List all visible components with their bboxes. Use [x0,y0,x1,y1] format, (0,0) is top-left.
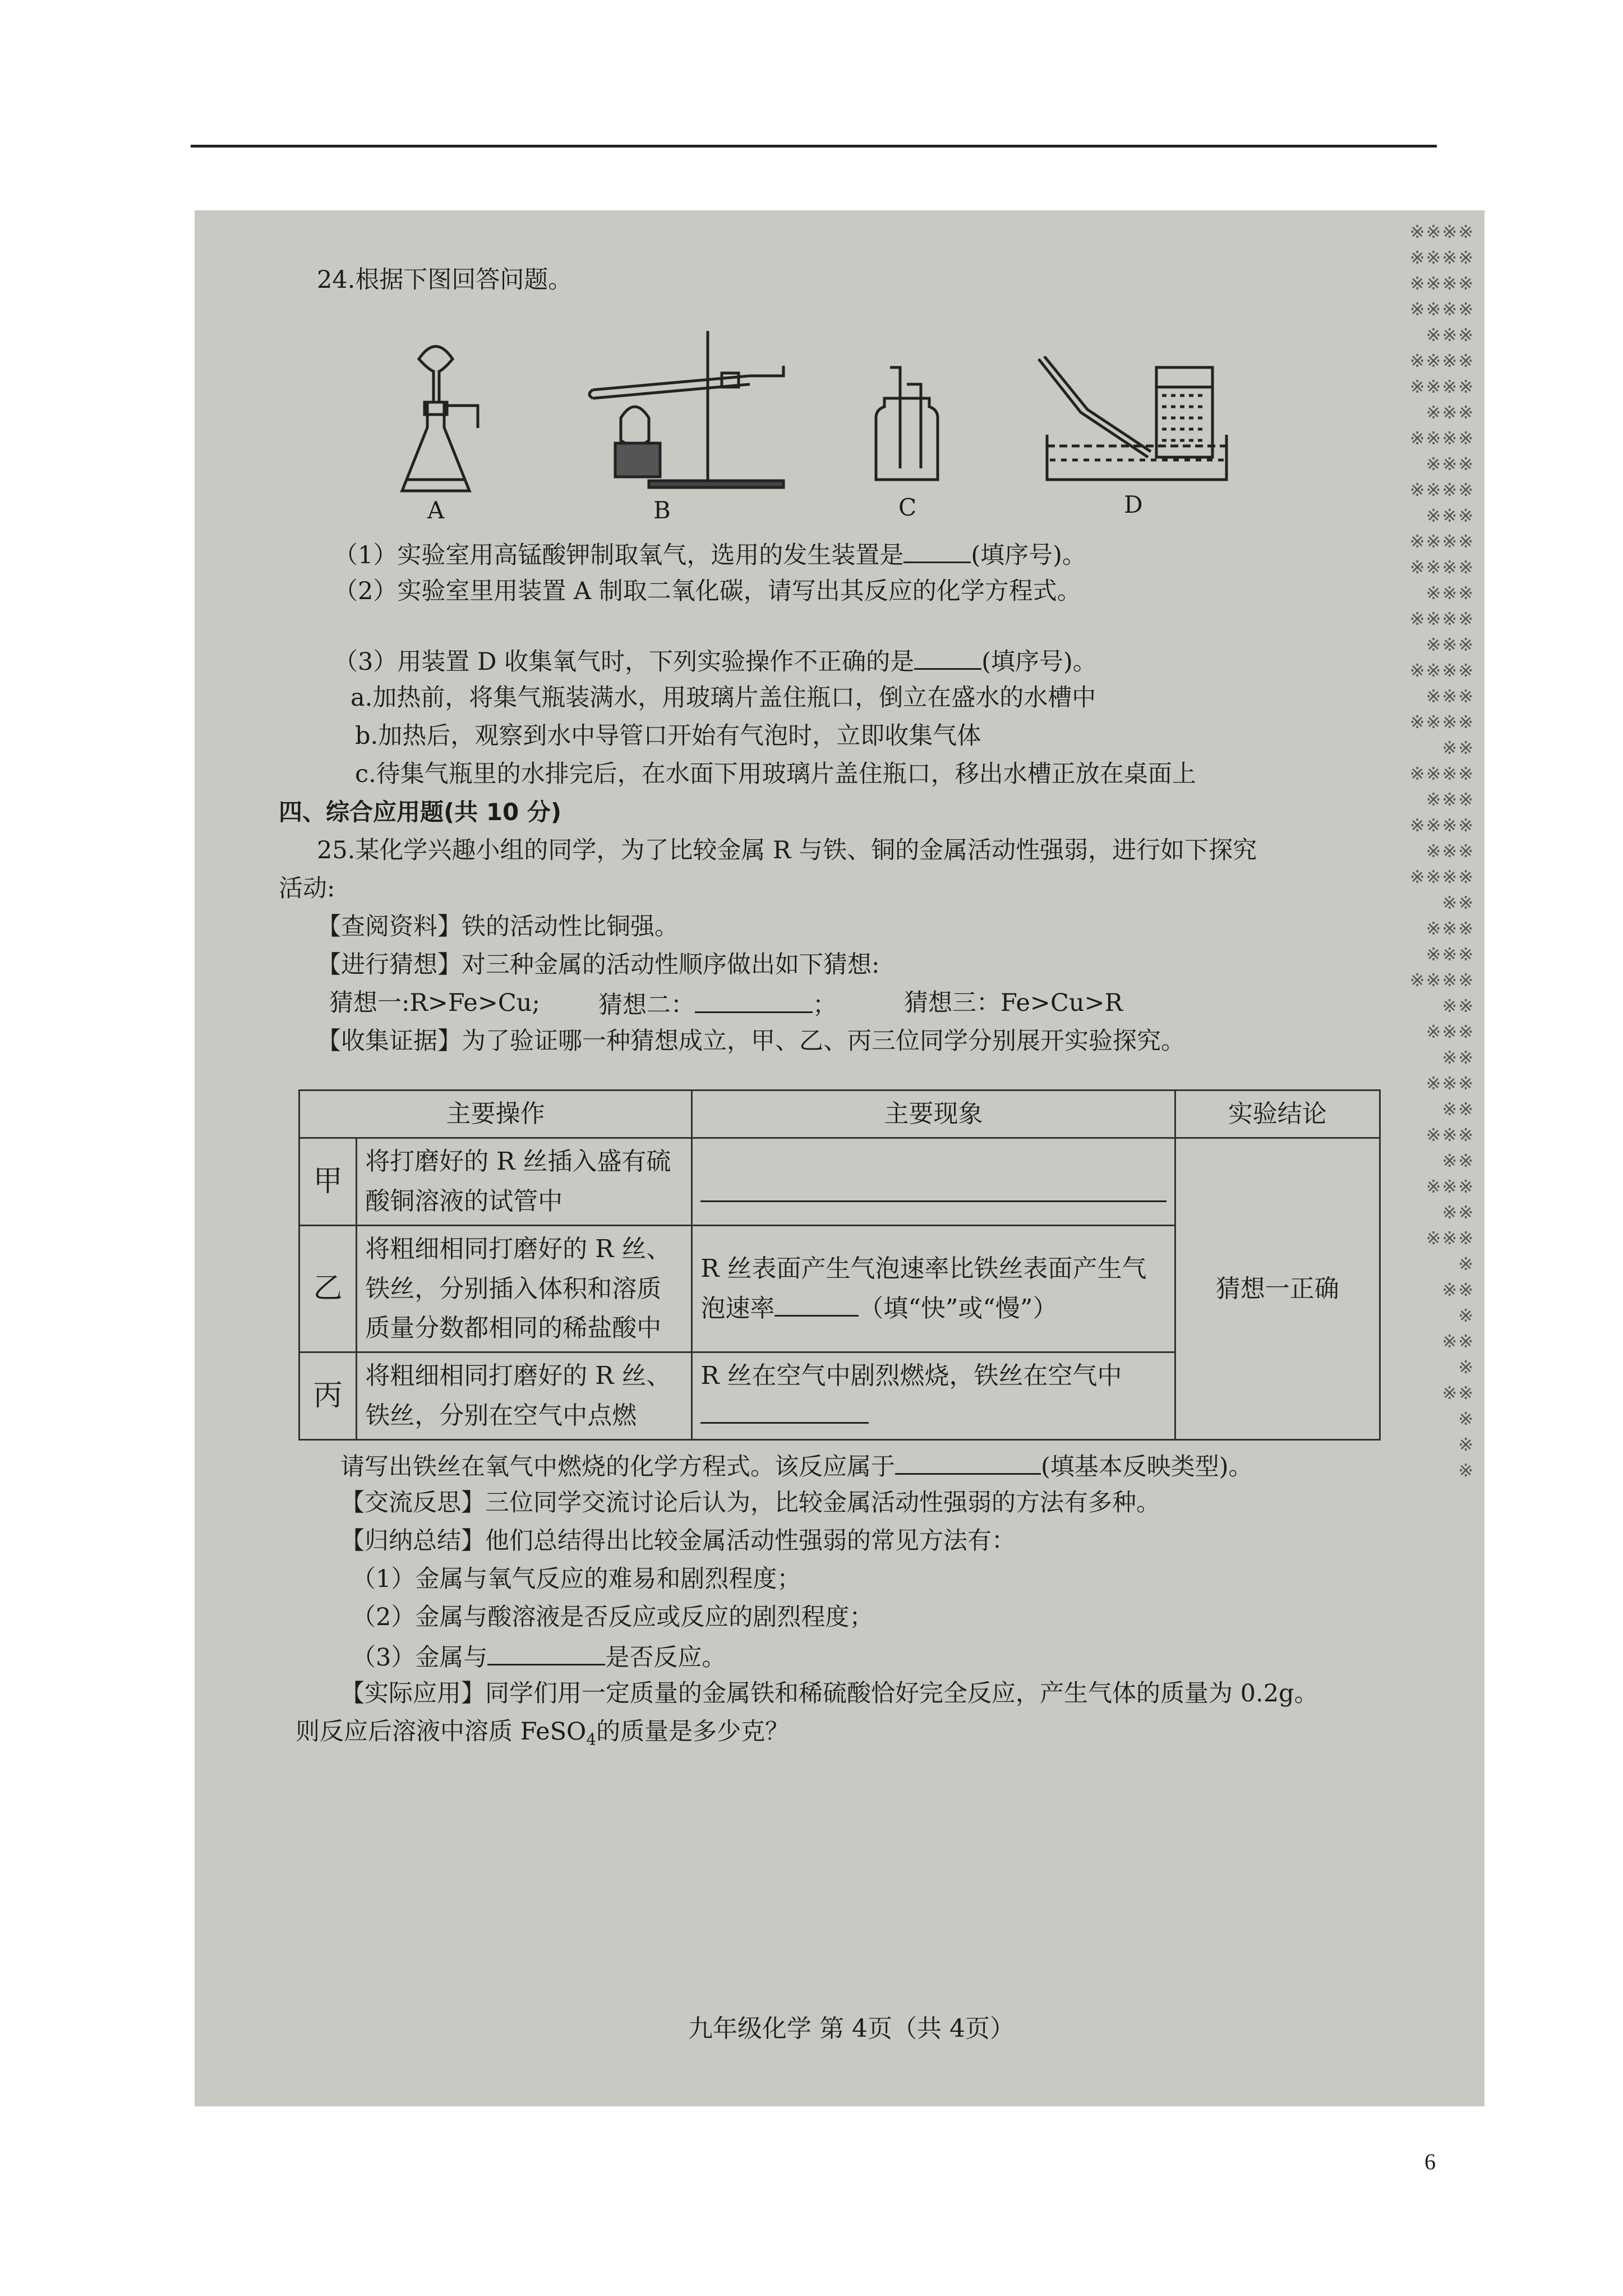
page-number: 6 [1424,2149,1436,2174]
q25-reference: 【查阅资料】铁的活动性比铜强。 [317,913,679,941]
apparatus-a-flask-icon [385,339,492,502]
q24-option-a: a.加热前，将集气瓶装满水，用玻璃片盖住瓶口，倒立在盛水的水槽中 [351,684,1096,712]
q25-summary: 【归纳总结】他们总结得出比较金属活动性强弱的常见方法有： [340,1527,1016,1555]
q25-guess-1: 猜想一:R>Fe>Cu; [329,989,540,1017]
margin-star-pattern: ※※※※ ※※※※ ※※※※ ※※※※ ※※※ ※※※※ ※※※※ ※※※ ※※※※ ※※※ ※※※※ ※※※ ※※※※ ※※※※ ※※※ ※※※※ ※※※ ※※※※ ※※※ ※※※※ ※※ ※※※※ ※※※ ※※※※ ※※※ ※※※※ ※※ ※※※ ※※※ ※※※※ ※※ ※※※ ※※ ※※※ ※※ ※※※ ※※ ※※※ ※※ ※※※ ※ ※※ ※ ※※ ※ ※※ ※ ※ ※ [1409,221,1474,1481]
table-row [299,1138,1380,1226]
q24-option-c: c.待集气瓶里的水排完后，在水面下用玻璃片盖住瓶口，移出水槽正放在桌面上 [355,760,1196,788]
q24-part1: （1）实验室用高锰酸钾制取氧气，选用的发生装置是 (填序号)。 [334,539,1086,571]
label-c: C [898,494,917,521]
q25-guess-2: 猜想二： ； [598,988,837,1021]
q24-option-b: b.加热后，观察到水中导管口开始有气泡时，立即收集气体 [355,722,981,750]
row-phenomenon: R 丝表面产生气泡速率比铁丝表面产生气泡速率 （填“快”或“慢”） [692,1226,1175,1352]
q25-intro-line1: 25.某化学兴趣小组的同学，为了比较金属 R 与铁、铜的金属活动性强弱，进行如下探究 [317,836,1257,864]
label-a: A [427,496,445,524]
scanned-exam-page [195,210,1484,2106]
q24-part3: （3）用装置 D 收集氧气时，下列实验操作不正确的是 (填序号)。 [334,645,1097,678]
header-conclusion: 实验结论 [1175,1091,1380,1138]
label-b: B [653,496,671,524]
q25-guess-intro: 【进行猜想】对三种金属的活动性顺序做出如下猜想: [317,951,880,979]
apparatus-d-trough-icon [1036,356,1238,491]
speed-blank[interactable] [774,1291,859,1317]
guess-2-blank[interactable] [695,988,813,1013]
row-operation: 将打磨好的 R 丝插入盛有硫酸铜溶液的试管中 [357,1138,692,1226]
phenomenon-blank[interactable] [700,1178,1166,1202]
q25-equation-question: 请写出铁丝在氧气中燃烧的化学方程式。该反应属于 (填基本反映类型)。 [340,1450,1253,1483]
page-footer: 九年级化学 第 4页（共 4页） [688,2014,1015,2043]
row-name: 乙 [299,1226,357,1352]
section-4-heading: 四、综合应用题(共 10 分) [279,798,562,826]
q25-intro-line2: 活动: [279,875,335,903]
method-3-blank[interactable] [487,1641,605,1665]
q24-part2: （2）实验室里用装置 A 制取二氧化碳，请写出其反应的化学方程式。 [334,577,1081,605]
experiment-table [298,1089,1381,1441]
q25-method-1: （1）金属与氧气反应的难易和剧烈程度； [352,1565,801,1593]
q25-method-3: （3）金属与 是否反应。 [352,1641,726,1673]
header-rule [191,145,1437,148]
row-operation: 将粗细相同打磨好的 R 丝、铁丝，分别在空气中点燃 [357,1352,692,1440]
q25-question: 则反应后溶液中溶质 FeSO$_4$的质量是多少克？ [296,1718,790,1749]
q25-collect-evidence: 【收集证据】为了验证哪一种猜想成立，甲、乙、丙三位同学分别展开实验探究。 [317,1027,1185,1055]
q25-guess-3: 猜想三：Fe>Cu>R [904,989,1123,1017]
q24-blank-1[interactable] [903,539,971,563]
row-phenomenon [692,1138,1175,1226]
conclusion-cell: 猜想一正确 [1175,1138,1380,1440]
row-phenomenon: R 丝在空气中剧烈燃烧，铁丝在空气中 [692,1352,1175,1440]
row-operation: 将粗细相同打磨好的 R 丝、铁丝，分别插入体积和溶质质量分数都相同的稀盐酸中 [357,1226,692,1352]
q25-application: 【实际应用】同学们用一定质量的金属铁和稀硫酸恰好完全反应，产生气体的质量为 0.2g。 [340,1680,1318,1708]
q24-blank-3[interactable] [914,645,981,670]
q25-method-2: （2）金属与酸溶液是否反应或反应的剧烈程度； [352,1603,874,1631]
apparatus-b-heating-icon [582,323,795,491]
label-d: D [1124,491,1143,518]
apparatus-c-bottle-icon [868,362,952,485]
header-phenomenon: 主要现象 [692,1091,1175,1138]
header-operation: 主要操作 [299,1091,692,1138]
combustion-blank[interactable] [700,1398,869,1424]
q24-title: 24.根据下图回答问题。 [317,266,573,294]
row-name: 丙 [299,1352,357,1440]
row-name: 甲 [299,1138,357,1226]
q25-reflection: 【交流反思】三位同学交流讨论后认为，比较金属活动性强弱的方法有多种。 [340,1489,1160,1517]
reaction-type-blank[interactable] [895,1450,1041,1475]
